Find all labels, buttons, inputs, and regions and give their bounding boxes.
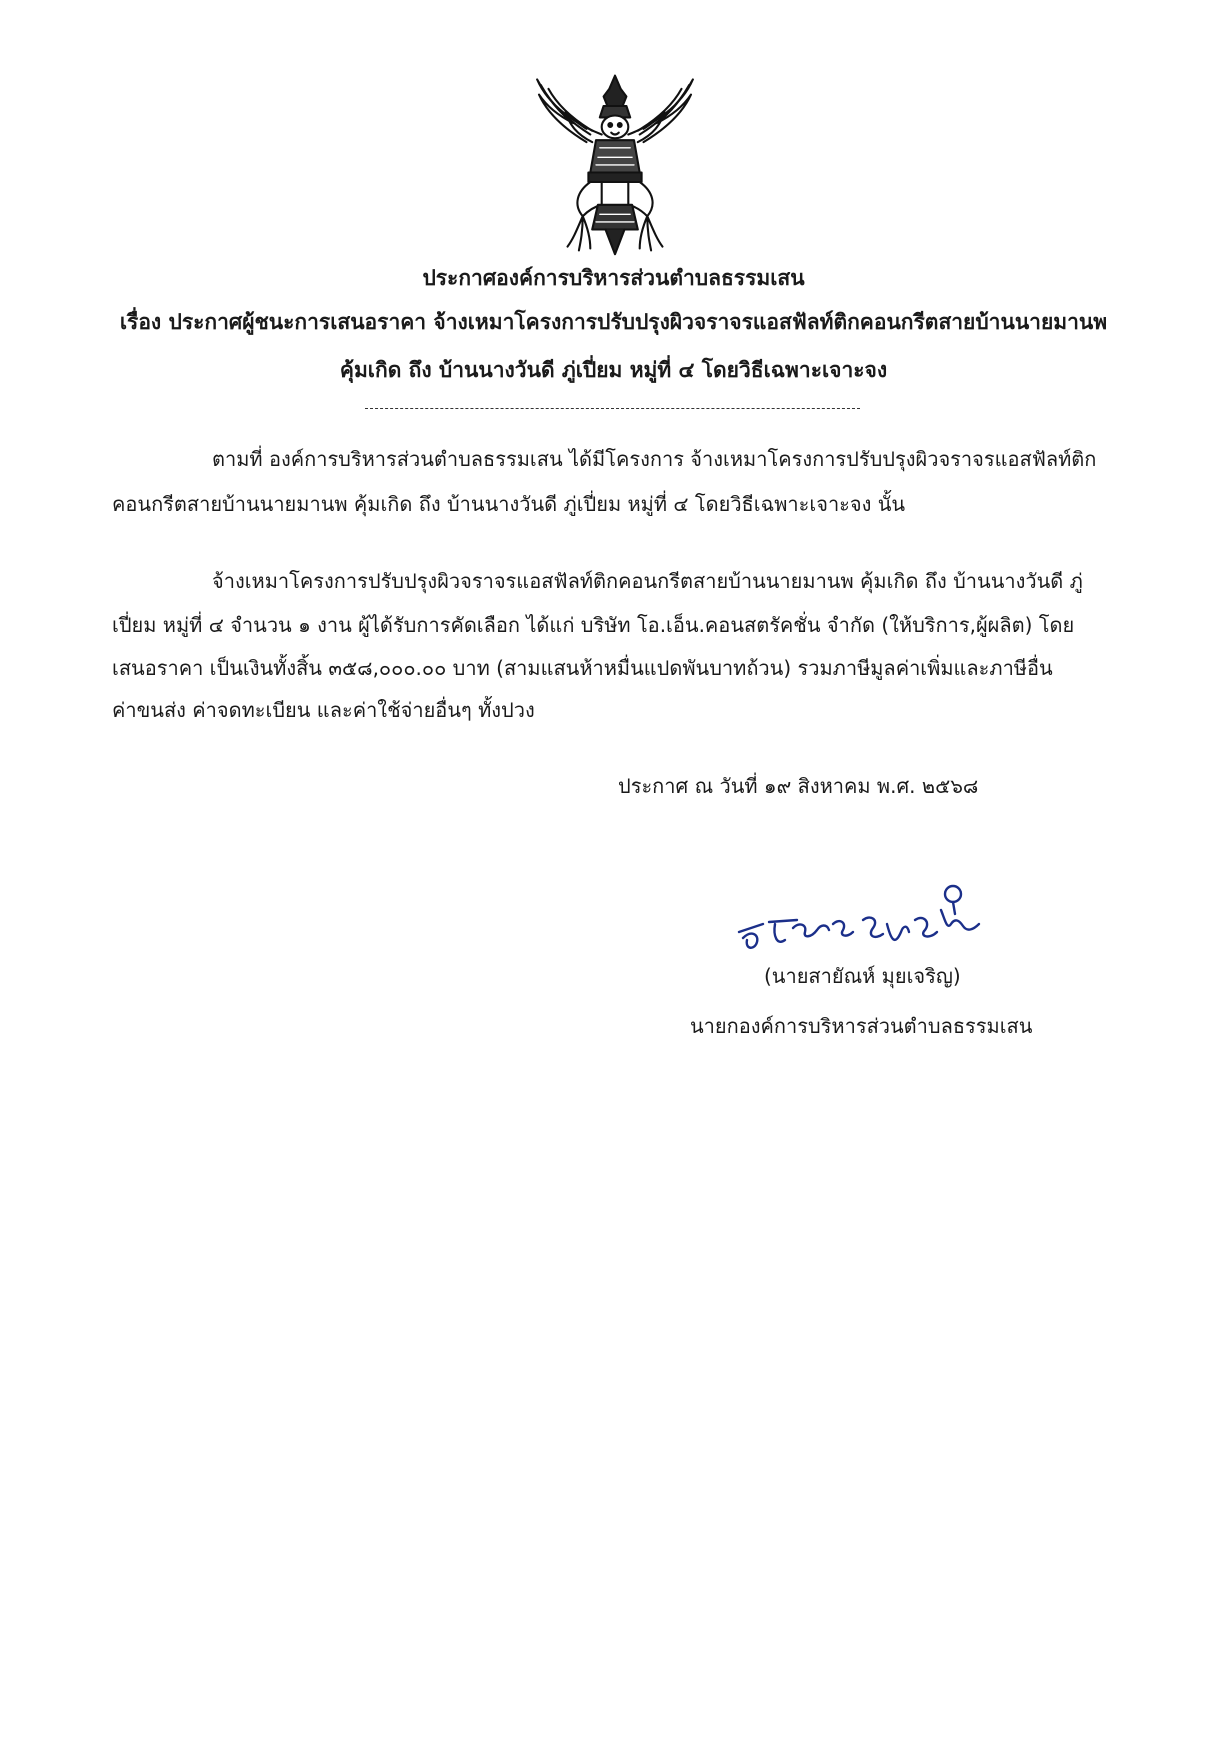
body-line-2: คอนกรีตสายบ้านนายมานพ คุ้มเกิด ถึง บ้านนางวันดี ภู่เปี่ยม หมู่ที่ ๔ โดยวิธีเฉพาะเจาะจง นั้น [112, 492, 906, 516]
handwritten-signature-icon [733, 880, 1013, 960]
announcement-date: ประกาศ ณ วันที่ ๑๙ สิงหาคม พ.ศ. ๒๕๖๘ [618, 774, 979, 798]
garuda-emblem-icon [520, 68, 710, 258]
body-line-1: ตามที่ องค์การบริหารส่วนตำบลธรรมเสน ได้มีโครงการ จ้างเหมาโครงการปรับปรุงผิวจราจรแอสฟัลท์ติก [212, 447, 1097, 471]
dashed-divider [365, 408, 860, 409]
body-line-3: จ้างเหมาโครงการปรับปรุงผิวจราจรแอสฟัลท์ติกคอนกรีตสายบ้านนายมานพ คุ้มเกิด ถึง บ้านนางวันดี ภู่ [212, 569, 1083, 593]
body-line-6: ค่าขนส่ง ค่าจดทะเบียน และค่าใช้จ่ายอื่นๆ ทั้งปวง [112, 698, 535, 722]
signer-position: นายกองค์การบริหารส่วนตำบลธรรมเสน [690, 1014, 1033, 1038]
body-line-5: เสนอราคา เป็นเงินทั้งสิ้น ๓๕๘,๐๐๐.๐๐ บาท (สามแสนห้าหมื่นแปดพันบาทถ้วน) รวมภาษีมูลค่าเพิ่มและภาษีอื่น [112, 656, 1053, 680]
subject-line-1: เรื่อง ประกาศผู้ชนะการเสนอราคา จ้างเหมาโครงการปรับปรุงผิวจราจรแอสฟัลท์ติกคอนกรีตสายบ้านนายมานพ [119, 310, 1108, 334]
signer-name: (นายสายัณห์ มุยเจริญ) [764, 964, 961, 988]
subject-line-2: คุ้มเกิด ถึง บ้านนางวันดี ภู่เปี่ยม หมู่ที่ ๔ โดยวิธีเฉพาะเจาะจง [339, 358, 888, 382]
agency-title: ประกาศองค์การบริหารส่วนตำบลธรรมเสน [422, 266, 805, 290]
body-line-4: เปี่ยม หมู่ที่ ๔ จำนวน ๑ งาน ผู้ได้รับการคัดเลือก ได้แก่ บริษัท โอ.เอ็น.คอนสตรัคชั่น จำกัด (ให้บริการ,ผู้ผลิต) โดย [112, 613, 1075, 637]
